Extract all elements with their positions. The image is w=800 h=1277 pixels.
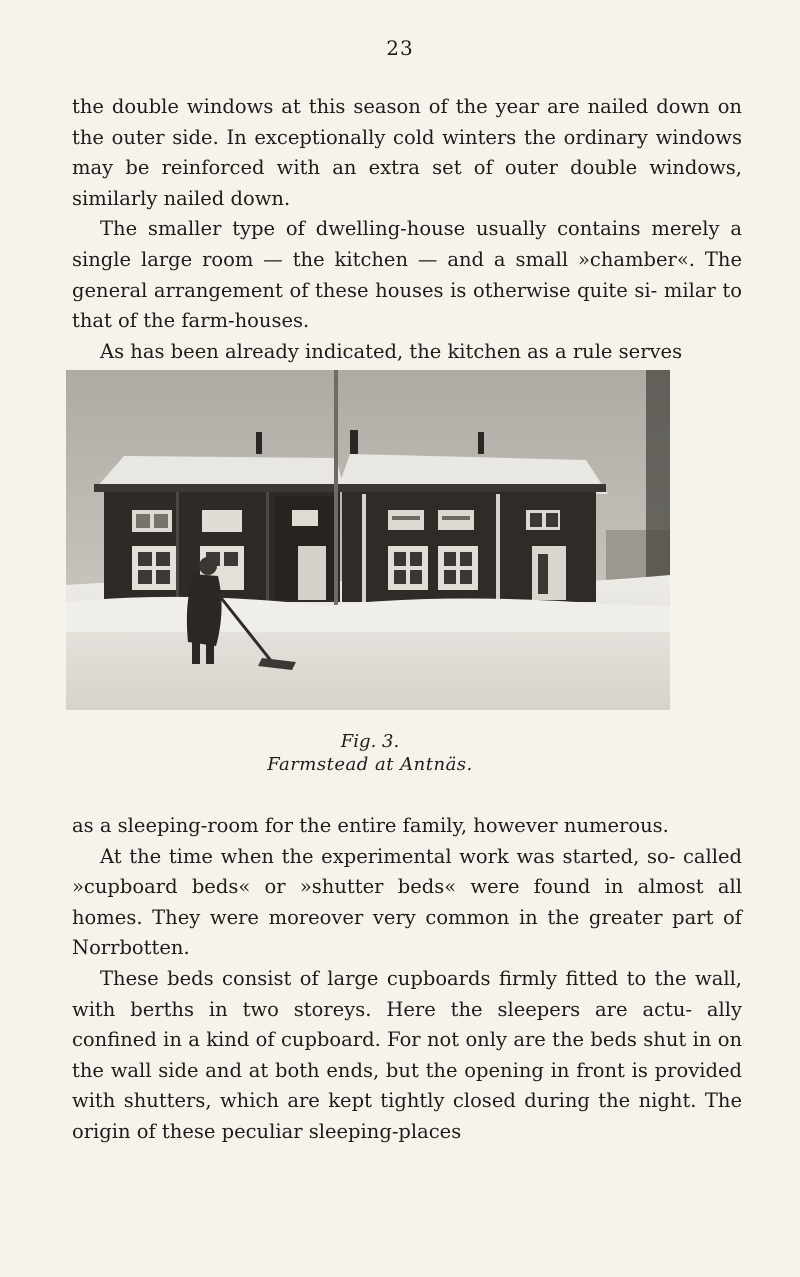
figure-caption: Farmstead at Antnäs. <box>267 754 473 775</box>
paragraph-smaller-dwelling: The smaller type of dwelling-house usually contains merely a single large room — the kitchen — and a small »chamber«. The general arrangement of these houses is otherwise quite si- milar to that of the farm-houses. <box>72 217 742 333</box>
paragraph-beds-consist: These beds consist of large cupboards firmly fitted to the wall, with berths in two storeys. Here the sleepers are actu- ally confined in a kind of cupboard. For not only are the beds shut in on the wall side and at both ends, but the opening in front is provided with shutters, which are kept tightly closed during the night. The origin of these peculiar sleeping-places <box>72 966 742 1143</box>
text-block-bottom <box>72 811 742 1148</box>
paragraph-kitchen-serves: As has been already indicated, the kitchen as a rule serves <box>100 339 683 363</box>
paragraph-sleeping-room: as a sleeping-room for the entire family, however numerous. <box>72 814 669 837</box>
page-number: 23 <box>386 36 414 60</box>
figure-photo-farmstead <box>66 370 670 710</box>
farmstead-photo <box>66 370 670 710</box>
text-block-top <box>72 92 742 367</box>
paragraph-cupboard-beds: At the time when the experimental work was started, so- called »cupboard beds« or »shutter beds« were found in almost all homes. They were moreover very common in the greater part of Norrbotten. <box>72 844 742 960</box>
figure-label: Fig. 3. <box>340 731 400 752</box>
paragraph-continuation: the double windows at this season of the year are nailed down on the outer side. In exceptionally cold winters the ordinary windows may be reinforced with an extra set of outer double windows, similarly nailed down. <box>72 95 742 210</box>
